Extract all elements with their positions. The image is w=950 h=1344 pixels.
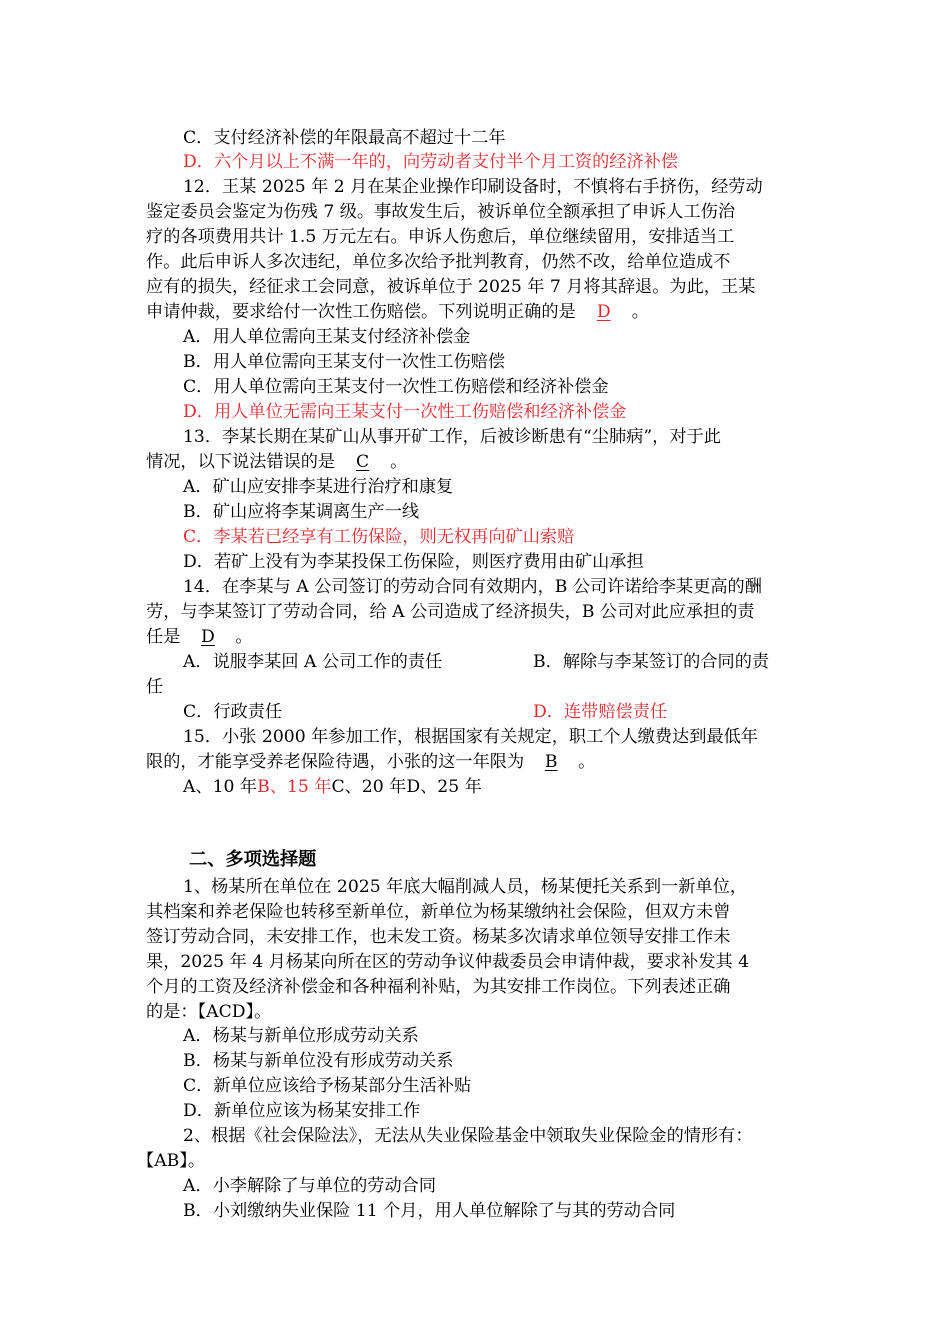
m2-option-a: A．小李解除了与单位的劳动合同	[183, 1176, 437, 1196]
m1-option-d: D．新单位应该为杨某安排工作	[183, 1101, 421, 1121]
q12-option-b: B．用人单位需向王某支付一次性工伤赔偿	[183, 352, 506, 372]
q12-text-line: 鉴定委员会鉴定为伤残 7 级。事故发生后，被诉单位全额承担了申诉人工伤治	[146, 202, 736, 222]
q14-option-c: C．行政责任	[183, 702, 283, 722]
q14-text-line: 14．在李某与 A 公司签订的劳动合同有效期内，B 公司许诺给李某更高的酬	[183, 577, 762, 597]
q11-option-d-correct: D．六个月以上不满一年的，向劳动者支付半个月工资的经济补偿	[183, 152, 679, 172]
q14-option-d-correct: D．连带赔偿责任	[533, 702, 668, 722]
q12-question-stem: 申请仲裁，要求给付一次性工伤赔偿。下列说明正确的是	[146, 302, 576, 322]
q12-text-line	[146, 300, 649, 324]
q12-stem-end: 。	[631, 302, 649, 322]
q14-question-stem: 任是	[146, 627, 181, 647]
q13-option-d: D．若矿上没有为李某投保工伤保险，则医疗费用由矿山承担	[183, 552, 644, 572]
q13-question-stem: 情况，以下说法错误的是	[146, 452, 336, 472]
q13-text-line: 13．李某长期在某矿山从事开矿工作，后被诊断患有“尘肺病”，对于此	[183, 427, 721, 447]
m1-text-line: 个月的工资及经济补偿金和各种福利补贴，为其安排工作岗位。下列表述正确	[146, 977, 731, 997]
q15-text-line	[146, 750, 595, 774]
q12-option-d-correct: D．用人单位无需向王某支付一次性工伤赔偿和经济补偿金	[183, 402, 627, 422]
m1-text-line: 签订劳动合同，未安排工作，也未发工资。杨某多次请求单位领导安排工作未	[146, 927, 731, 947]
q14-text-line	[146, 625, 253, 649]
q12-text-line: 疗的各项费用共计 1.5 万元左右。申诉人伤愈后，单位继续留用，安排适当工	[146, 227, 735, 247]
q14-text-line: 劳，与李某签订了劳动合同，给 A 公司造成了经济损失，B 公司对此应承担的责	[146, 602, 755, 622]
q12-text-line: 作。此后申诉人多次违纪，单位多次给予批判教育，仍然不改，给单位造成不	[146, 252, 731, 272]
m1-option-b: B．杨某与新单位没有形成劳动关系	[183, 1051, 454, 1071]
q12-text-line: 12．王某 2025 年 2 月在某企业操作印刷设备时，不慎将右手挤伤，经劳动	[183, 177, 763, 197]
q13-stem-end: 。	[390, 452, 408, 472]
m1-option-c: C．新单位应该给予杨某部分生活补贴	[183, 1076, 472, 1096]
q13-answer-blank: C	[356, 452, 370, 472]
q12-text-line: 应有的损失，经征求工会同意，被诉单位于 2025 年 7 月将其辞退。为此，王某	[146, 277, 756, 297]
q15-text-line: 15．小张 2000 年参加工作，根据国家有关规定，职工个人缴费达到最低年	[183, 727, 758, 747]
q12-answer-blank: D	[596, 302, 611, 322]
m2-text-line: 【AB】。	[137, 1151, 206, 1171]
m1-option-a: A．杨某与新单位形成劳动关系	[183, 1026, 419, 1046]
m2-option-b: B．小刘缴纳失业保险 11 个月，用人单位解除了与其的劳动合同	[183, 1201, 676, 1221]
m1-text-line: 1、杨某所在单位在 2025 年底大幅削减人员，杨某便托关系到一新单位，	[183, 877, 748, 897]
q15-option-d: D、25 年	[406, 777, 482, 797]
q15-option-a: A、10 年	[183, 777, 258, 797]
m1-text-line: 的是：【ACD】。	[146, 1002, 272, 1022]
q13-option-c-correct: C．李某若已经享有工伤保险，则无权再向矿山索赔	[183, 527, 575, 547]
q13-option-a: A．矿山应安排李某进行治疗和康复	[183, 477, 454, 497]
q14-answer-blank: D	[201, 627, 215, 647]
q11-option-c: C．支付经济补偿的年限最高不超过十二年	[183, 128, 506, 148]
q15-options-line	[183, 775, 482, 799]
q15-answer-blank: B	[544, 752, 558, 772]
q14-stem-end: 。	[235, 627, 253, 647]
m1-text-line: 其档案和养老保险也转移至新单位，新单位为杨某缴纳社会保险，但双方未曾	[146, 902, 731, 922]
q12-option-a: A．用人单位需向王某支付经济补偿金	[183, 327, 471, 347]
q15-option-c: C、20 年	[331, 777, 407, 797]
q14-option-b-continued: 任	[146, 677, 164, 697]
q14-option-b: B．解除与李某签订的合同的责	[533, 652, 770, 672]
m1-text-line: 果，2025 年 4 月杨某向所在区的劳动争议仲裁委员会申请仲裁，要求补发其 4	[146, 952, 750, 972]
q14-option-a: A．说服李某回 A 公司工作的责任	[183, 652, 443, 672]
section-heading-multiple-choice: 二、多项选择题	[189, 849, 317, 870]
q12-option-c: C．用人单位需向王某支付一次性工伤赔偿和经济补偿金	[183, 377, 609, 397]
q15-stem-end: 。	[578, 752, 596, 772]
q13-option-b: B．矿山应将李某调离生产一线	[183, 502, 420, 522]
q13-text-line	[146, 450, 407, 474]
q15-question-stem: 限的，才能享受养老保险待遇，小张的这一年限为	[146, 752, 525, 772]
q15-option-b-correct: B、15 年	[257, 777, 332, 797]
m2-text-line: 2、根据《社会保险法》，无法从失业保险基金中领取失业保险金的情形有：	[183, 1126, 753, 1146]
